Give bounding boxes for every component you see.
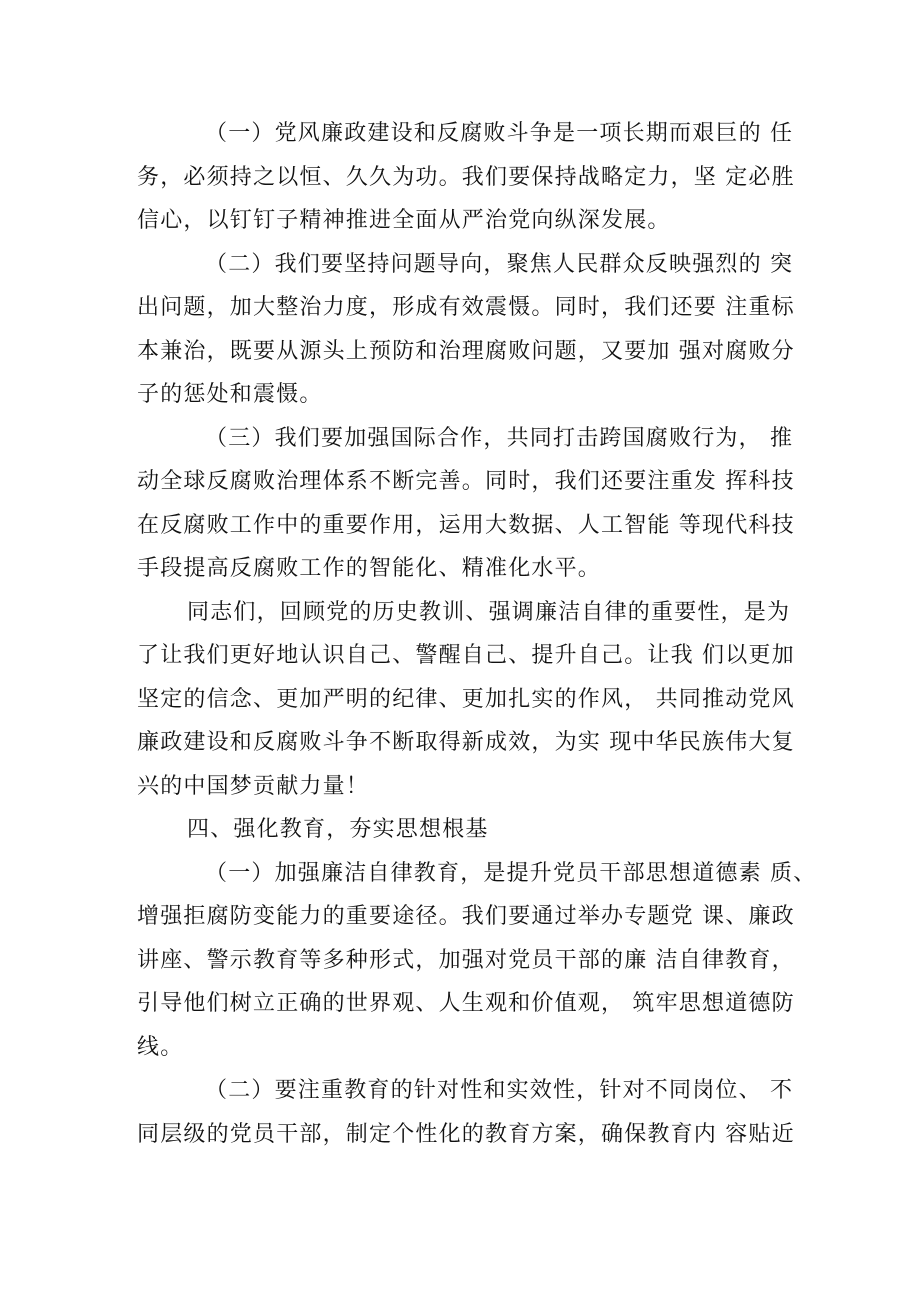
paragraph-4 bbox=[137, 591, 797, 809]
paragraph-line: 坚定的信念、更加严明的纪律、更加扎实的作风， 共同推动党风 bbox=[137, 686, 795, 712]
paragraph-3 bbox=[137, 417, 797, 591]
paragraph-6 bbox=[137, 852, 817, 1070]
paragraph-line: （一）党风廉政建设和反腐败斗争是一项长期而艰巨的 任 bbox=[205, 121, 794, 146]
paragraph-line: 信心，以钉钉子精神推进全面从严治党向纵深发展。 bbox=[137, 208, 671, 233]
paragraph-line: 引导他们树立正确的世界观、人生观和价值观， 筑牢思想道德防 bbox=[137, 991, 795, 1016]
paragraph-line: （三）我们要加强国际合作，共同打击跨国腐败行为， 推 bbox=[205, 425, 794, 451]
paragraph-line: 动全球反腐败治理体系不断完善。同时，我们还要注重发 挥科技 bbox=[137, 469, 795, 494]
paragraph-2 bbox=[137, 243, 797, 417]
paragraph-line: 务，必须持之以恒、久久为功。我们要保持战略定力，坚 定必胜 bbox=[137, 164, 795, 190]
section-heading bbox=[137, 808, 797, 852]
paragraph-line: （一）加强廉洁自律教育，是提升党员干部思想道德素 质、 bbox=[205, 860, 817, 886]
paragraph-7 bbox=[137, 1069, 797, 1156]
section-heading-text: 四、强化教育，夯实思想根基 bbox=[187, 817, 489, 842]
paragraph-line: （二）要注重教育的针对性和实效性，针对不同岗位、 不 bbox=[205, 1078, 794, 1103]
paragraph-line: 出问题，加大整治力度，形成有效震慑。同时，我们还要 注重标 bbox=[137, 295, 795, 320]
paragraph-line: 增强拒腐防变能力的重要途径。我们要通过举办专题党 课、廉政 bbox=[137, 904, 795, 929]
paragraph-line: （二）我们要坚持问题导向，聚焦人民群众反映强烈的 突 bbox=[205, 251, 794, 277]
paragraph-line: 兴的中国梦贡献力量！ bbox=[137, 773, 370, 799]
paragraph-line: 手段提高反腐败工作的智能化、精准化水平。 bbox=[137, 556, 602, 581]
paragraph-line: 了让我们更好地认识自己、警醒自己、提升自己。让我 们以更加 bbox=[137, 643, 795, 668]
paragraph-line: 子的惩处和震慑。 bbox=[137, 382, 323, 407]
paragraph-line: 同志们，回顾党的历史教训、强调廉洁自律的重要性，是为 bbox=[187, 599, 791, 625]
paragraph-line: 本兼治，既要从源头上预防和治理腐败问题，又要加 强对腐败分 bbox=[137, 338, 795, 364]
paragraph-line: 讲座、警示教育等多种形式，加强对党员干部的廉 洁自律教育， bbox=[137, 947, 795, 973]
paragraph-line: 同层级的党员干部，制定个性化的教育方案，确保教育内 容贴近 bbox=[137, 1121, 795, 1147]
paragraph-1 bbox=[137, 112, 797, 243]
paragraph-line: 线。 bbox=[137, 1034, 184, 1060]
paragraph-line: 廉政建设和反腐败斗争不断取得新成效，为实 现中华民族伟大复 bbox=[137, 730, 795, 755]
paragraph-line: 在反腐败工作中的重要作用，运用大数据、人工智能 等现代科技 bbox=[137, 512, 795, 538]
document-body bbox=[137, 112, 817, 1156]
